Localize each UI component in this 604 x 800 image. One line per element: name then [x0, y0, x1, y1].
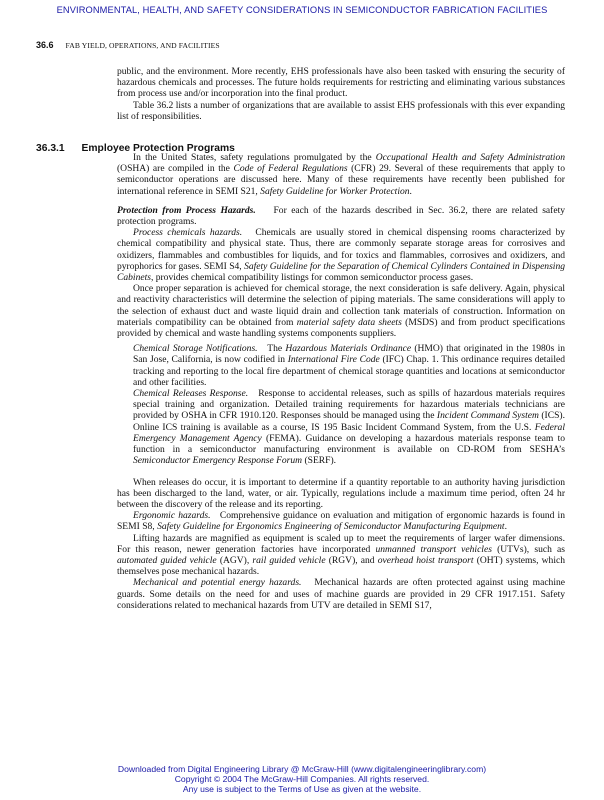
running-head: [36, 40, 220, 50]
paragraph-releases-response: Chemical Releases Response. Response to accidental releases, such as spills of hazardous materials requires special training and organization. Detailed training requirements for hazardous materials technicians are provided by OSHA in CFR 1910.120. Responses should be managed using the Incident Command System (ICS). Online ICS training is available as a course, IS 195 Basic Incident Command System, from the U.S. Federal Emergency Management Agency (FEMA). Guidance on developing a hazardous materials response team to function in a semiconductor manufacturing environment is available on CD-ROM from SESHA’s Semiconductor Emergency Response Forum (SERF).: [133, 388, 565, 467]
run-in-heading: Chemical Storage Notifications.: [133, 343, 258, 355]
footer-terms: Any use is subject to the Terms of Use as given at the website.: [182, 784, 422, 795]
paragraph-reportable-quantity: When releases do occur, it is important to determine if a quantity reportable to an authority having jurisdiction has been discharged to the land, water, or air. Typically, regulations include a maximum time period, often 24 hr between the discovery of the release and its reporting.: [117, 476, 565, 510]
run-in-heading: Ergonomic hazards.: [133, 510, 211, 522]
paragraph-lifting-hazards: Lifting hazards are magnified as equipment is scaled up to meet the requirements of larger wafer dimensions. For this reason, newer generation factories have incorporated unmanned transport vehicles (UTVs), such as automated guided vehicle (AGV), rail guided vehicle (RGV), and overhead hoist transport (OHT) systems, which themselves pose mechanical hazards.: [117, 532, 565, 578]
paragraph-process-chemicals: Process chemicals hazards. Chemicals are usually stored in chemical dispensing rooms characterized by chemical compatibility and physical state. Thus, there are commonly separate storage areas for corrosives and oxidizers, flammables and combustibles for liquids, and for toxics and flammables, corrosives and oxidizers, and pyrophorics for gases. SEMI S4, Safety Guideline for the Separation of Chemical Cylinders Contained in Dispensing Cabinets, provides chemical compatibility listings for common semiconductor process gases.: [117, 227, 565, 284]
paragraph-storage-notifications: Chemical Storage Notifications. The Hazardous Materials Ordinance (HMO) that originated in the 1980s in San Jose, California, is now codified in International Fire Code (IFC) Chap. 1. This ordinance requires detailed tracking and reporting to the local fire department of chemical storage quantities and locations at semiconductor and other facilities.: [133, 343, 565, 388]
footer-copyright: Copyright © 2004 The McGraw-Hill Companies. All rights reserved.: [174, 774, 430, 785]
section-number: 36.3.1: [36, 143, 65, 154]
paragraph-intro-continued: public, and the environment. More recently, EHS professionals have also been tasked with ensuring the security of hazardous chemicals and processes. The future holds requirements for restricting and eliminating various substances from process use and/or incorporation into the final product.: [117, 66, 565, 100]
download-footer: [0, 764, 604, 795]
paragraph-ergonomic-hazards: Ergonomic hazards. Comprehensive guidance on evaluation and mitigation of ergonomic hazards is found in SEMI S8, Safety Guideline for Ergonomics Engineering of Semiconductor Manufacturing Equipment.: [117, 510, 565, 533]
run-in-heading: Chemical Releases Response.: [133, 388, 249, 400]
run-in-heading: Protection from Process Hazards.: [117, 204, 256, 216]
paragraph-osha: In the United States, safety regulations promulgated by the Occupational Health and Safety Administration (OSHA) are compiled in the Code of Federal Regulations (CFR) 29. Several of these requirements that apply to semiconductor operations are discussed here. Many of these requirements have recently been published for international reference in SEMI S21, Safety Guideline for Worker Protection.: [117, 152, 566, 197]
page-number: 36.6: [36, 40, 54, 50]
paragraph-process-hazards: Protection from Process Hazards. For each of the hazards described in Sec. 36.2, there are related safety protection programs.: [117, 204, 566, 228]
paragraph-safe-delivery: Once proper separation is achieved for chemical storage, the next consideration is safe delivery. Again, physical and reactivity characteristics will determine the selection of piping materials. The same considerations will apply to the selection of exhaust duct and waste liquid drain and collection tank materials of construction. Information on materials compatibility can be obtained from material safety data sheets (MSDS) and from product specifications provided by chemical and waste handling systems components suppliers.: [117, 283, 565, 340]
book-banner: ENVIRONMENTAL, HEALTH, AND SAFETY CONSIDERATIONS IN SEMICONDUCTOR FABRICATION FACILITIES: [56, 5, 548, 15]
section-title: Employee Protection Programs: [81, 143, 235, 154]
running-title: FAB YIELD, OPERATIONS, AND FACILITIES: [65, 41, 220, 50]
page-body: [117, 66, 565, 611]
run-in-heading: Mechanical and potential energy hazards.: [133, 577, 302, 589]
footer-download-link[interactable]: Downloaded from Digital Engineering Library @ McGraw-Hill (www.digitalengineeringlibrary.com): [117, 764, 487, 774]
paragraph-mechanical-hazards: Mechanical and potential energy hazards. Mechanical hazards are often protected against using machine guards. Some details on the need for and uses of machine guards are provided in 29 CFR 1917.151. Safety considerations related to mechanical hazards from UTV are detailed in SEMI S17,: [117, 577, 565, 611]
run-in-heading: Process chemicals hazards.: [133, 227, 243, 239]
paragraph-table-reference: Table 36.2 lists a number of organizations that are available to assist EHS professionals with this ever expanding list of responsibilities.: [117, 99, 565, 122]
